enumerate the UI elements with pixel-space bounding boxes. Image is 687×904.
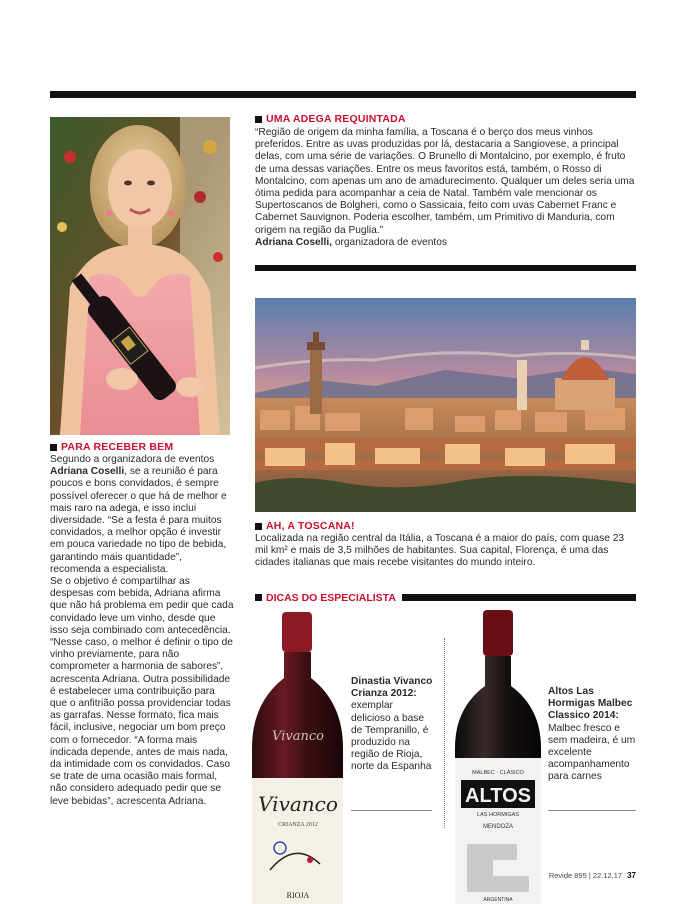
adega-author-role: organizadora de eventos xyxy=(332,236,447,248)
receber-p1-a: Segundo a organizadora de eventos xyxy=(50,454,215,465)
altos-bottle xyxy=(453,608,543,904)
wine2-text xyxy=(548,686,638,784)
receber-heading xyxy=(50,441,173,453)
dicas-heading-text: DICAS DO ESPECIALISTA xyxy=(266,591,396,604)
page-number: 37 xyxy=(627,871,636,880)
receber-p2: Se o objetivo é compartilhar as despesas com bebida, Adriana afirma que não há problema em pedir que cada convidado leve um vinho, desde que isso seja combinado com antecedência. “Nesse caso, o melhor é definir o tipo de vinho previamente, para não comprometer a harmonia de sabores”, acrescenta Adriana. Outra possibilidade é estabelecer uma contribuição para que o anfitrião possa providenciar todas as garrafas. Nesse formato, fica mais fácil, inclusive, negociar um bom preço com o fornecedor. “A forma mais indicada depende, antes de mais nada, da intimidade com os convidados. Caso se trate de uma ocasião mais formal, não considero adequado pedir que se leve bebidas”, acrescenta Adriana. xyxy=(50,576,234,807)
altos-main-label: ALTOS xyxy=(465,785,531,807)
section-square-icon xyxy=(255,523,262,530)
dicas-heading xyxy=(255,592,402,603)
footer xyxy=(549,871,636,880)
receber-p1-b: , se a reunião é para poucos e bons convidados, é sempre possível oferecer o que há de melhor e mais raro na adega, e isso inclui diversidade. “Se a festa é para muitos convidados, a melhor opção é investir em pouca variedade no tipo de bebida, garantindo mais quantidade”, recomenda a especialista. xyxy=(50,466,227,575)
receber-p1-name: Adriana Coselli xyxy=(50,466,125,478)
altos-top-label: MALBEC · CLÁSICO xyxy=(472,770,524,776)
altos-bottom-label: ARGENTINA xyxy=(483,897,513,903)
adega-quote-block xyxy=(255,127,635,249)
adega-rule xyxy=(255,265,636,271)
toscana-text: Localizada na região central da Itália, a Toscana é a maior do país, com quase 23 mil km² e mais de 3,5 milhões de habitantes. Sua capital, Florença, é uma das cidades italianas que mais recebe visitantes do mundo inteiro. xyxy=(255,533,625,569)
footer-text: Revide 895 | 22.12.17 xyxy=(548,871,623,880)
toscana-heading xyxy=(255,520,355,532)
altos-sub-label: LAS HORMIGAS xyxy=(477,812,519,818)
wine1-underline xyxy=(351,810,432,811)
florence-photo xyxy=(255,298,636,512)
top-rule xyxy=(50,91,636,98)
vivanco-bottle xyxy=(250,608,345,904)
wine2-underline xyxy=(548,810,636,811)
vivanco-region-label: RIOJA xyxy=(286,891,310,900)
receber-heading-text: PARA RECEBER BEM xyxy=(61,441,174,453)
vivanco-main-label: Vivanco xyxy=(258,792,338,816)
adega-heading-text: UMA ADEGA REQUINTADA xyxy=(266,113,406,125)
section-square-icon xyxy=(255,594,262,601)
vivanco-sub-label: CRIANZA 2012 xyxy=(278,822,318,828)
wine1-name: Dinastia Vivanco Crianza 2012: xyxy=(351,676,433,700)
altos-region-label: MENDOZA xyxy=(483,824,513,830)
wine2-desc: Malbec fresco e sem madeira, é um excelente acompanhamento para carnes xyxy=(548,722,636,783)
portrait-photo xyxy=(50,117,230,435)
toscana-heading-text: AH, A TOSCANA! xyxy=(266,520,355,532)
wine-divider xyxy=(444,638,445,828)
receber-body xyxy=(50,454,234,808)
adega-heading xyxy=(255,113,406,125)
wine1-desc: exemplar delicioso a base de Tempranillo, é produzido na região de Rioja, norte da Espanha xyxy=(351,700,432,773)
wine2-name: Altos Las Hormigas Malbec Classico 2014: xyxy=(548,686,633,722)
vivanco-script-label: Vivanco xyxy=(272,729,324,744)
section-square-icon xyxy=(255,116,262,123)
section-square-icon xyxy=(50,444,57,451)
adega-author-name: Adriana Coselli, xyxy=(255,236,332,248)
adega-quote: “Região de origem da minha família, a Toscana é o berço dos meus vinhos preferidos. Entre as uvas produzidas por lá, destacaria a Sangiovese, a principal delas, com uma série de variações. O Brunello di Montalcino, por exemplo, é fruto de uma dessas variações. Entre os meus favoritos está, também, o Rosso di Montalcino, com apenas um ano de amadurecimento. Qualquer um deles seria uma ótima pedida para acompanhar a ceia de Natal. Também vale mencionar os Supertoscanos de Bolgheri, como o Sassicaia, feito com uvas Cabernet Franc e Cabernet Sauvignon. Poderia escolher, também, um Primitivo di Manduria, com origem na região da Puglia.” xyxy=(255,127,635,236)
wine1-text xyxy=(351,676,433,774)
